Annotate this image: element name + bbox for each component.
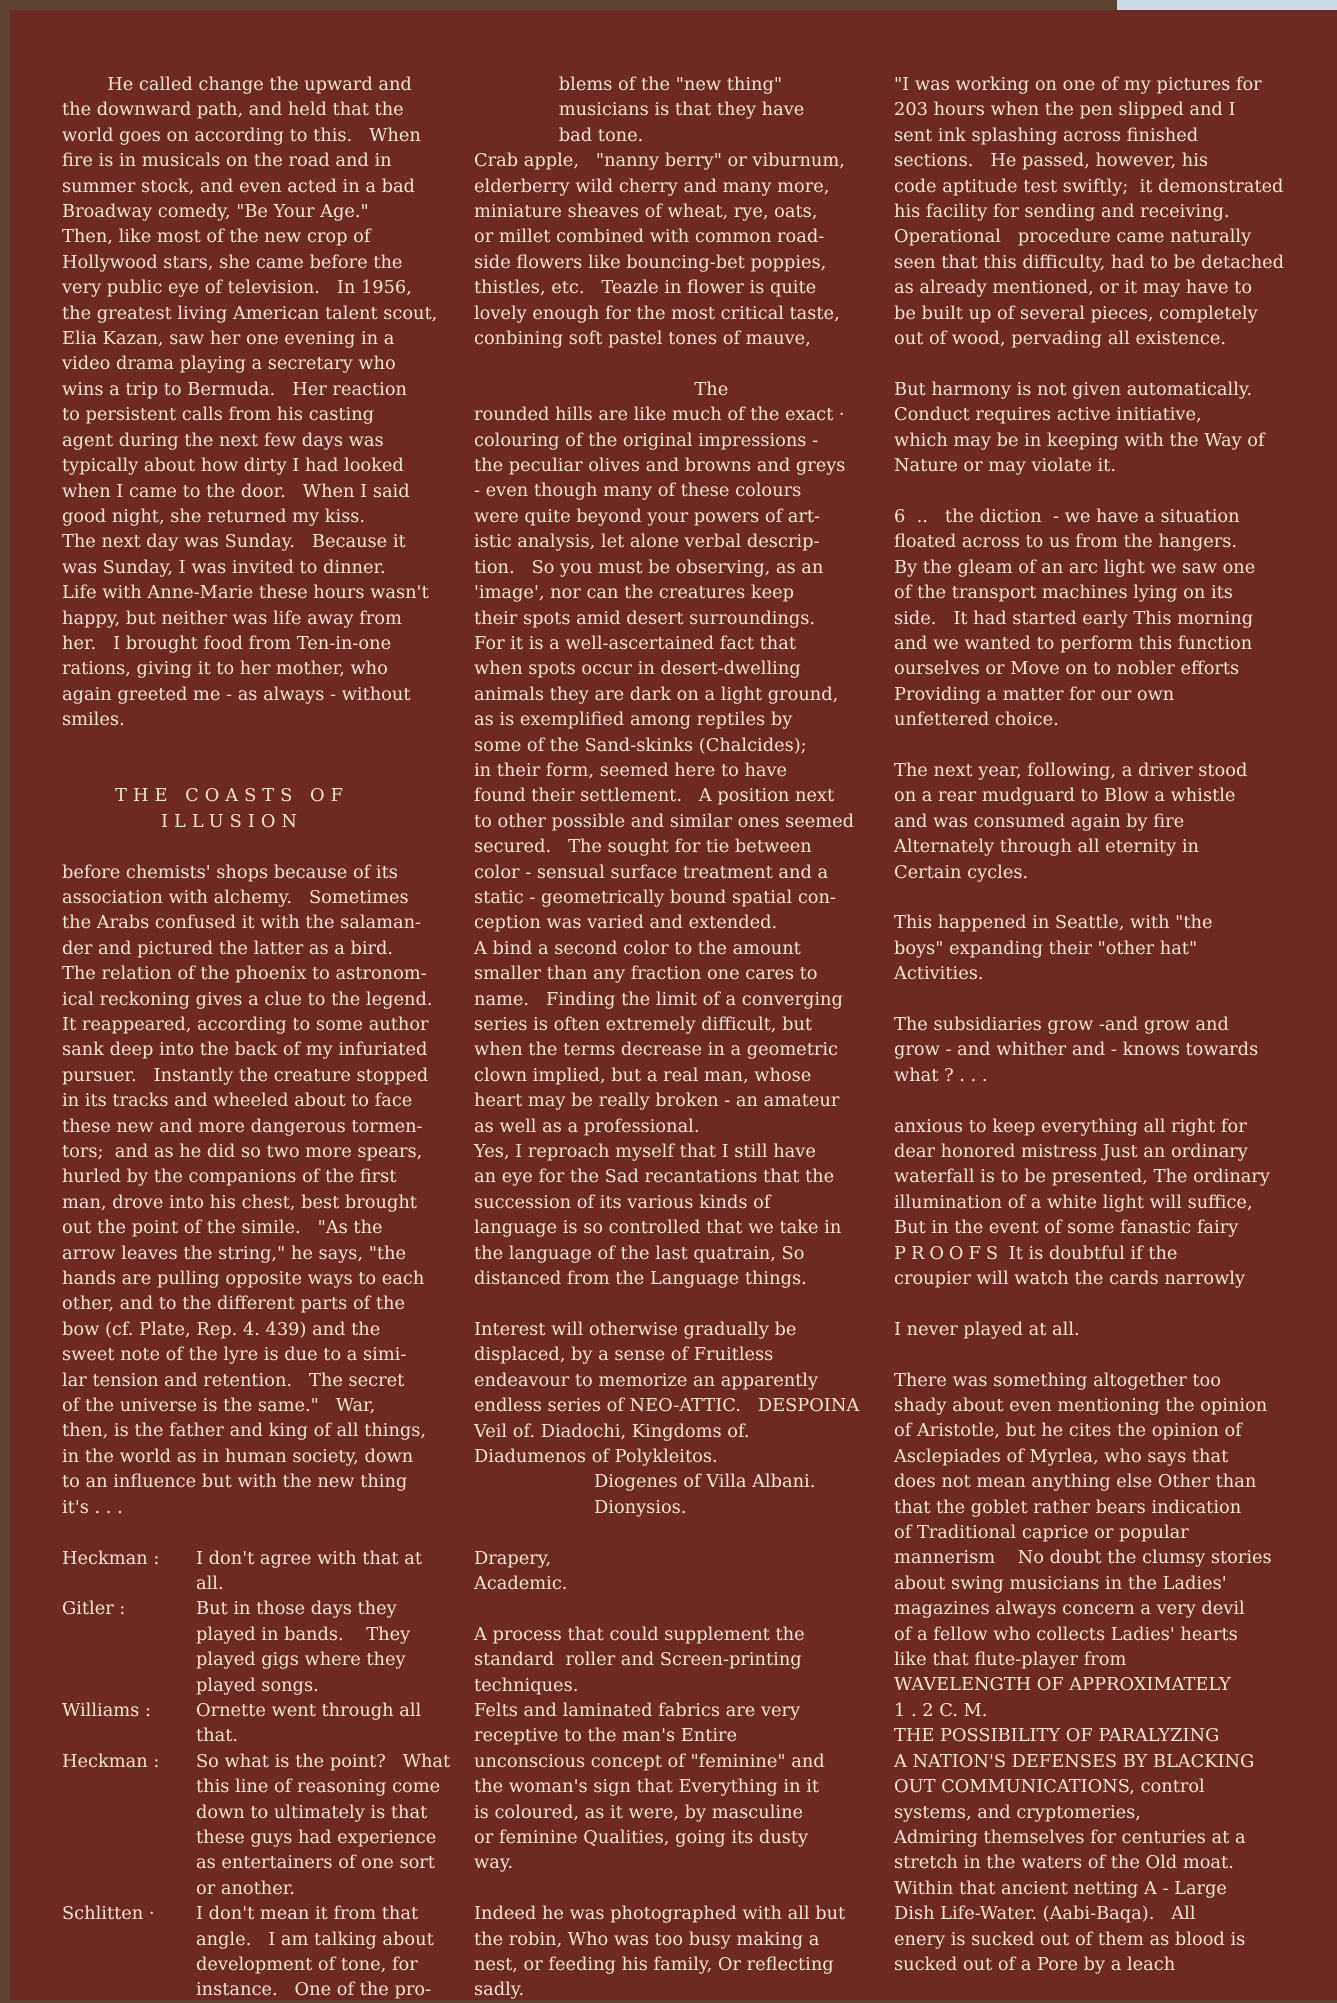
proofs-line <box>894 1241 1334 1266</box>
text-line: way. <box>474 1852 514 1874</box>
corner-strip <box>1117 0 1337 10</box>
dialogue-speaker: Schlitten · <box>62 1903 155 1925</box>
text-line: mannerism No doubt the clumsy stories <box>894 1547 1272 1569</box>
text-line: when spots occur in desert-dwelling <box>474 658 801 680</box>
text-line: endless series of NEO-ATTIC. DESPOINA <box>474 1395 860 1417</box>
text-line: sadly. <box>474 1979 525 2001</box>
text-line: which may be in keeping with the Way of <box>894 429 1265 451</box>
text-line: The relation of the phoenix to astronom- <box>62 963 427 985</box>
text-line: It reappeared, according to some author <box>62 1013 429 1035</box>
text-line: Asclepiades of Myrlea, who says that <box>894 1445 1229 1467</box>
text-line: Life with Anne-Marie these hours wasn't <box>62 582 429 604</box>
text-line: video drama playing a secretary who <box>62 353 396 375</box>
dialogue-line: that. <box>196 1725 238 1747</box>
text-line: her. I brought food from Ten-in-one <box>62 632 392 654</box>
text-line: Academic. <box>474 1572 568 1594</box>
text-line: in its tracks and wheeled about to face <box>62 1090 413 1112</box>
text-line: A bind a second color to the amount <box>474 937 801 959</box>
text-line: 203 hours when the pen slipped and I <box>894 99 1236 121</box>
text-line: these new and more dangerous tormen- <box>62 1115 423 1137</box>
text-line: succession of its various kinds of <box>474 1191 771 1213</box>
text-line: - even though many of these colours <box>474 480 802 502</box>
text-line: lar tension and retention. The secret <box>62 1369 405 1391</box>
text-line: colouring of the original impressions - <box>474 429 819 451</box>
dialogue-line: these guys had experience <box>196 1826 437 1848</box>
text-line: THE POSSIBILITY OF PARALYZING <box>894 1725 1220 1747</box>
col3-block-c <box>894 504 1334 733</box>
text-line: in their form, seemed here to have <box>474 759 788 781</box>
text-line: bow (cf. Plate, Rep. 4. 439) and the <box>62 1318 381 1340</box>
dialogue-line: I don't mean it from that <box>196 1903 419 1925</box>
text-line: then, is the father and king of all things, <box>62 1420 427 1442</box>
text-line: croupier will watch the cards narrowly <box>894 1268 1246 1289</box>
column-3 <box>894 72 1334 1977</box>
text-line: animals they are dark on a light ground, <box>474 683 839 705</box>
text-line: The <box>474 378 729 400</box>
text-line: an eye for the Sad recantations that the <box>474 1166 835 1188</box>
text-line: Interest will otherwise gradually be <box>474 1318 797 1340</box>
text-line: association with alchemy. Sometimes <box>62 886 409 908</box>
text-line: arrow leaves the string," he says, "the <box>62 1242 407 1264</box>
text-line: on a rear mudguard to Blow a whistle <box>894 785 1236 807</box>
text-line: standard roller and Screen-printing <box>474 1649 802 1671</box>
text-line: By the gleam of an arc light we saw one <box>894 556 1256 578</box>
text-line: out of wood, pervading all existence. <box>894 328 1227 350</box>
text-line: endeavour to memorize an apparently <box>474 1369 819 1391</box>
column-1 <box>62 72 462 2003</box>
text-line: Felts and laminated fabrics are very <box>474 1699 801 1721</box>
text-line: Broadway comedy, "Be Your Age." <box>62 201 369 223</box>
text-line: Operational procedure came naturally <box>894 226 1252 248</box>
text-line: stretch in the waters of the Old moat. <box>894 1852 1234 1874</box>
text-line: the language of the last quatrain, So <box>474 1242 805 1264</box>
text-line: sweet note of the lyre is due to a simi- <box>62 1344 407 1366</box>
text-line: and we wanted to perform this function <box>894 632 1253 654</box>
text-line: Diogenes of Villa Albani. <box>594 1471 816 1493</box>
text-line: heart may be really broken - an amateur <box>474 1090 840 1112</box>
dialogue-entry <box>62 1546 462 1597</box>
col3-block-f <box>894 1012 1334 1088</box>
text-line: nest, or feeding his family, Or reflecting <box>474 1953 834 1975</box>
col1-block-b <box>62 860 462 1521</box>
text-line: This happened in Seattle, with "the <box>894 912 1213 934</box>
text-line: of Traditional caprice or popular <box>894 1522 1189 1544</box>
text-line: Veil of. Diadochi, Kingdoms of. <box>474 1420 750 1442</box>
col3-block-j <box>894 1368 1334 1978</box>
text-line: very public eye of television. In 1956, <box>62 277 412 299</box>
col2-block-a <box>474 72 894 351</box>
col2-block-e <box>474 1622 894 1876</box>
text-line: A process that could supplement the <box>474 1623 805 1645</box>
col3-block-h <box>894 1266 1334 1291</box>
text-line: wins a trip to Bermuda. Her reaction <box>62 378 408 400</box>
text-line: Nature or may violate it. <box>894 455 1116 477</box>
text-line: magazines always concern a very devil <box>894 1598 1245 1620</box>
text-line: does not mean anything else Other than <box>894 1471 1257 1493</box>
text-line: was Sunday, I was invited to dinner. <box>62 556 386 578</box>
text-line: techniques. <box>474 1674 579 1696</box>
text-line: unconscious concept of "feminine" and <box>474 1750 825 1772</box>
text-line: of a fellow who collects Ladies' hearts <box>894 1623 1238 1645</box>
text-line: Yes, I reproach myself that I still have <box>474 1141 816 1163</box>
text-line: in the world as in human society, down <box>62 1445 414 1467</box>
dialogue-line: I don't agree with that at <box>196 1547 422 1569</box>
text-line: Crab apple, "nanny berry" or viburnum, <box>474 150 845 172</box>
text-line: The next day was Sunday. Because it <box>62 531 406 553</box>
text-line: ourselves or Move on to nobler efforts <box>894 658 1240 680</box>
text-line: the robin, Who was too busy making a <box>474 1928 820 1950</box>
text-line: world goes on according to this. When <box>62 124 421 146</box>
text-line: the downward path, and held that the <box>62 99 404 121</box>
text-line: miniature sheaves of wheat, rye, oats, <box>474 201 818 223</box>
text-line: lovely enough for the most critical taste, <box>474 302 840 324</box>
text-line: when I came to the door. When I said <box>62 480 410 502</box>
text-line: thistles, etc. Teazle in flower is quite <box>474 277 817 299</box>
text-line: elderberry wild cherry and many more, <box>474 175 830 197</box>
text-line: other, and to the different parts of the <box>62 1293 406 1315</box>
text-line: boys" expanding their "other hat" <box>894 937 1198 959</box>
dialogue-line: Ornette went through all <box>196 1699 422 1721</box>
text-line: Admiring themselves for centuries at a <box>894 1826 1246 1848</box>
dialogue-line: down to ultimately is that <box>196 1801 428 1823</box>
text-line: Dish Life-Water. (Aabi-Baqa). All <box>894 1903 1196 1925</box>
text-line: man, drove into his chest, best brought <box>62 1191 417 1213</box>
text-line: 1 . 2 C. M. <box>894 1699 988 1721</box>
text-line: secured. The sought for tie between <box>474 836 812 858</box>
col3-block-g <box>894 1114 1334 1241</box>
text-line: shady about even mentioning the opinion <box>894 1395 1268 1416</box>
dialogue-line: all. <box>196 1572 224 1594</box>
text-line: There was something altogether too <box>894 1369 1221 1391</box>
text-line: blems of the "new thing" <box>474 74 783 95</box>
text-line: For it is a well-ascertained fact that <box>474 632 796 654</box>
text-line: Indeed he was photographed with all but <box>474 1903 846 1925</box>
collage-page <box>10 10 1337 2000</box>
text-line: of the universe is the same." War, <box>62 1395 376 1417</box>
text-line: istic analysis, let alone verbal descrip- <box>474 531 820 553</box>
text-line: static - geometrically bound spatial con- <box>474 886 836 908</box>
text-line: Elia Kazan, saw her one evening in a <box>62 328 395 350</box>
dialogue-speaker: Williams : <box>62 1699 151 1721</box>
text-line: is coloured, as it were, by masculine <box>474 1801 804 1823</box>
text-line: agent during the next few days was <box>62 429 384 451</box>
text-line: waterfall is to be presented, The ordinary <box>894 1166 1270 1188</box>
text-line: were quite beyond your powers of art- <box>474 505 821 527</box>
dialogue-entry <box>62 1698 462 1749</box>
text-line: Diadumenos of Polykleitos. <box>474 1445 718 1467</box>
col1-block-a <box>62 72 462 733</box>
text-line: anxious to keep everything all right for <box>894 1115 1247 1137</box>
dialogue-entry <box>62 1749 462 1901</box>
text-line: WAVELENGTH OF APPROXIMATELY <box>894 1674 1231 1696</box>
text-line: to an influence but with the new thing <box>62 1471 408 1493</box>
text-line: 6 .. the diction - we have a situation <box>894 505 1240 527</box>
dialogue-line: as entertainers of one sort <box>196 1852 435 1874</box>
text-line: side. It had started early This morning <box>894 607 1254 629</box>
text-line: Within that ancient netting A - Large <box>894 1877 1227 1899</box>
text-line: the greatest living American talent scout, <box>62 302 438 324</box>
text-line: or millet combined with common road- <box>474 226 825 248</box>
dialogue-line: played songs. <box>196 1674 319 1696</box>
text-line: displaced, by a sense of Fruitless <box>474 1344 774 1366</box>
text-line: the Arabs confused it with the salaman- <box>62 912 422 934</box>
dialogue-entry <box>62 1596 462 1698</box>
text-line: hands are pulling opposite ways to each <box>62 1268 425 1290</box>
text-line: receptive to the man's Entire <box>474 1725 738 1747</box>
text-line: conbining soft pastel tones of mauve, <box>474 328 811 350</box>
text-line: sections. He passed, however, his <box>894 150 1209 172</box>
col2-block-c <box>474 1317 894 1469</box>
text-line: sent ink splashing across finished <box>894 124 1199 146</box>
dialogue-line: instance. One of the pro- <box>196 1979 432 2001</box>
text-line: as well as a professional. <box>474 1115 700 1137</box>
text-line: distanced from the Language things. <box>474 1268 807 1290</box>
text-line: or feminine Qualities, going its dusty <box>474 1826 809 1848</box>
text-line: his facility for sending and receiving. <box>894 201 1230 223</box>
text-line: I never played at all. <box>894 1318 1080 1340</box>
text-line: grow - and whither and - knows towards <box>894 1039 1259 1061</box>
text-line: of the transport machines lying on its <box>894 582 1233 604</box>
text-line: pursuer. Instantly the creature stopped <box>62 1064 429 1086</box>
text-line: Drapery, <box>474 1547 552 1569</box>
dialogue-line: angle. I am talking about <box>196 1928 434 1950</box>
text-line: Alternately through all eternity in <box>894 836 1199 858</box>
text-line: side flowers like bouncing-bet poppies, <box>474 251 827 273</box>
dialogue-entry <box>62 1901 462 2003</box>
text-line: Then, like most of the new crop of <box>62 226 371 248</box>
text-line: what ? . . . <box>894 1064 988 1086</box>
text-line: rounded hills are like much of the exact · <box>474 404 845 426</box>
text-line: tion. So you must be observing, as an <box>474 556 824 578</box>
text-line: OUT COMMUNICATIONS, control <box>894 1776 1205 1798</box>
text-line: The next year, following, a driver stood <box>894 759 1248 781</box>
text-line: ception was varied and extended. <box>474 912 778 934</box>
text-line: ical reckoning gives a clue to the legend. <box>62 988 433 1010</box>
text-line: as already mentioned, or it may have to <box>894 277 1253 299</box>
text-line: floated across to us from the hangers. <box>894 531 1238 553</box>
text-line: name. Finding the limit of a converging <box>474 988 843 1010</box>
col3-block-a <box>894 72 1334 351</box>
text-line: hurled by the companions of the first <box>62 1166 397 1188</box>
text-line: He called change the upward and <box>62 74 412 95</box>
dialogue-speaker: Heckman : <box>62 1547 160 1569</box>
text-line: to other possible and similar ones seemed <box>474 810 855 832</box>
text-line: rations, giving it to her mother, who <box>62 658 388 680</box>
text-line: typically about how dirty I had looked <box>62 455 404 477</box>
section-heading-line1: THE COASTS OF <box>115 785 349 807</box>
text-line: of Aristotle, but he cites the opinion of <box>894 1420 1242 1442</box>
column-2 <box>474 72 894 2003</box>
dialogue-speaker: Gitler : <box>62 1598 126 1620</box>
text-line: good night, she returned my kiss. <box>62 505 366 527</box>
text-line: sucked out of a Pore by a leach <box>894 1953 1176 1975</box>
text-line: be built up of several pieces, completely <box>894 302 1258 324</box>
text-line: when the terms decrease in a geometric <box>474 1039 838 1061</box>
text-line: the peculiar olives and browns and greys <box>474 455 846 477</box>
text-line: clown implied, but a real man, whose <box>474 1064 812 1086</box>
text-line: Conduct requires active initiative, <box>894 404 1202 426</box>
text-line: sank deep into the back of my infuriated <box>62 1039 428 1061</box>
text-line: found their settlement. A position next <box>474 785 835 807</box>
text-line: musicians is that they have <box>474 99 805 121</box>
text-line: language is so controlled that we take in <box>474 1217 842 1239</box>
text-line: and was consumed again by fire <box>894 810 1185 832</box>
text-line: Activities. <box>894 963 984 985</box>
dialogue-line: or another. <box>196 1877 295 1899</box>
text-line: before chemists' shops because of its <box>62 861 398 883</box>
text-line: bad tone. <box>474 124 644 146</box>
dialogue-line: this line of reasoning come <box>196 1776 441 1798</box>
text-line: that the goblet rather bears indication <box>894 1496 1242 1518</box>
text-line: A NATION'S DEFENSES BY BLACKING <box>894 1750 1255 1772</box>
col3-block-b <box>894 377 1334 479</box>
text-line: unfettered choice. <box>894 709 1059 731</box>
text-line: fire is in musicals on the road and in <box>62 150 392 172</box>
text-line: enery is sucked out of them as blood is <box>894 1928 1246 1950</box>
dialogue-line: So what is the point? What <box>196 1750 451 1772</box>
dialogue-line: development of tone, for <box>196 1954 418 1975</box>
col2-block-f <box>474 1901 894 2003</box>
text-line: tors; and as he did so two more spears, <box>62 1141 423 1163</box>
dialogue-line: played gigs where they <box>196 1649 406 1671</box>
dialogue-line: But in those days they <box>196 1598 397 1620</box>
interview-dialogue <box>62 1546 462 2003</box>
text-line: But in the event of some fanastic fairy <box>894 1217 1239 1239</box>
text-line: summer stock, and even acted in a bad <box>62 175 415 197</box>
col2-block-b <box>474 377 894 1292</box>
text-line: seen that this difficulty, had to be detached <box>894 251 1285 273</box>
text-line: some of the Sand-skinks (Chalcides); <box>474 734 807 756</box>
text-line: the woman's sign that Everything in it <box>474 1776 820 1798</box>
text-line: smiles. <box>62 709 125 731</box>
text-line: out the point of the simile. "As the <box>62 1217 383 1239</box>
text-line: The subsidiaries grow -and grow and <box>894 1013 1229 1035</box>
text-line: code aptitude test swiftly; it demonstrated <box>894 175 1284 197</box>
text-line: der and pictured the latter as a bird. <box>62 937 394 959</box>
proofs-rest: It is doubtful if the <box>1003 1242 1178 1264</box>
text-line: their spots amid desert surroundings. <box>474 607 815 629</box>
dialogue-speaker: Heckman : <box>62 1750 160 1772</box>
col2-indented-entries <box>474 1469 894 1520</box>
text-line: to persistent calls from his casting <box>62 404 375 426</box>
col3-block-d <box>894 758 1334 885</box>
text-line: as is exemplified among reptiles by <box>474 709 793 731</box>
text-line: series is often extremely difficult, but <box>474 1014 813 1036</box>
text-line: again greeted me - as always - without <box>62 683 411 705</box>
text-line: illumination of a white light will suffice, <box>894 1191 1253 1213</box>
text-line: color - sensual surface treatment and a <box>474 861 829 883</box>
dialogue-line: played in bands. They <box>196 1623 411 1645</box>
text-line: like that flute-player from <box>894 1649 1127 1671</box>
text-line: Dionysios. <box>594 1496 687 1518</box>
text-line: But harmony is not given automatically. <box>894 378 1253 400</box>
text-line: it's . . . <box>62 1496 123 1518</box>
text-line: smaller than any fraction one cares to <box>474 963 818 985</box>
text-line: 'image', nor can the creatures keep <box>474 582 795 604</box>
text-line: happy, but neither was life away from <box>62 607 402 629</box>
section-heading-line2: ILLUSION <box>161 810 303 832</box>
text-line: Providing a matter for our own <box>894 683 1175 705</box>
text-line: systems, and cryptomeries, <box>894 1801 1141 1823</box>
text-line: dear honored mistress Just an ordinary <box>894 1140 1248 1162</box>
text-line: "I was working on one of my pictures for <box>894 74 1262 95</box>
text-line: Hollywood stars, she came before the <box>62 251 403 273</box>
col3-block-e <box>894 910 1334 986</box>
proofs-word: PROOFS <box>894 1242 1004 1264</box>
col3-block-i <box>894 1317 1334 1342</box>
text-line: about swing musicians in the Ladies' <box>894 1572 1227 1594</box>
col2-block-d <box>474 1546 894 1597</box>
text-line: Certain cycles. <box>894 861 1029 883</box>
